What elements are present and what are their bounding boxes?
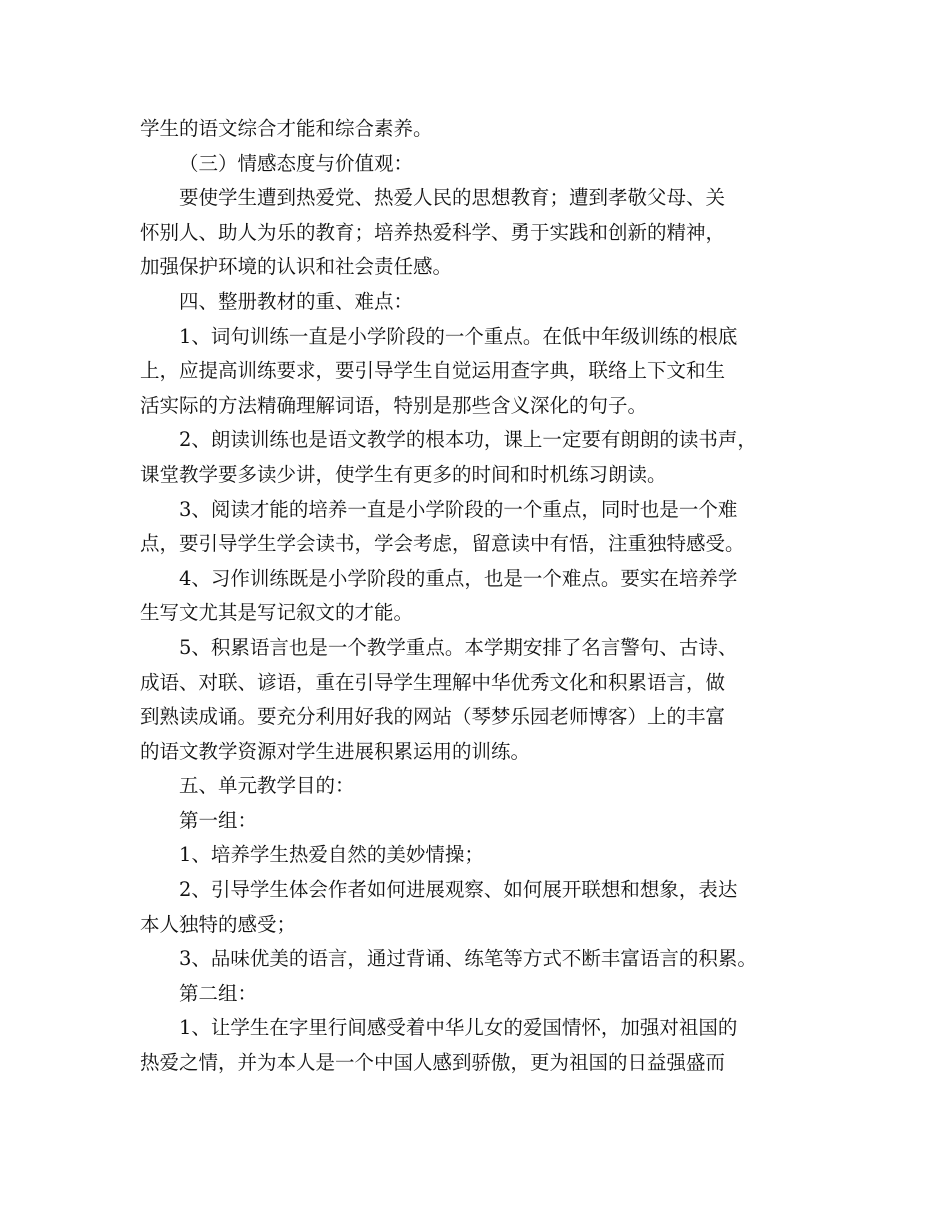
section-heading-unit-goals: 五、单元教学目的： — [179, 774, 355, 798]
text-line-13: 点，要引导学生学会读书，学会考虑，留意读中有悟，注重独特感受。 — [140, 532, 745, 556]
text-line-24: 本人独特的感受； — [140, 912, 297, 936]
text-line-12: 3、阅读才能的培养一直是小学阶段的一个重点，同时也是一个难 — [179, 497, 738, 521]
text-line-10: 2、朗读训练也是语文教学的根本功，课上一定要有朗朗的读书声， — [179, 428, 757, 452]
text-line-8: 上，应提高训练要求，要引导学生自觉运用查字典，联络上下文和生 — [140, 359, 726, 383]
text-line-22: 1、培养学生热爱自然的美妙情操； — [179, 843, 484, 867]
text-line-15: 生写文尤其是写记叙文的才能。 — [140, 601, 414, 625]
section-heading-emotion: （三）情感态度与价值观： — [179, 151, 414, 175]
group-heading-2: 第二组： — [179, 981, 258, 1005]
text-line-28: 热爱之情，并为本人是一个中国人感到骄傲，更为祖国的日益强盛而 — [140, 1051, 726, 1075]
text-line-9: 活实际的方法精确理解词语，特别是那些含义深化的句子。 — [140, 393, 648, 417]
document-page — [140, 112, 820, 1081]
section-heading-key-points: 四、整册教材的重、难点： — [179, 289, 414, 313]
text-line-19: 的语文教学资源对学生进展积累运用的训练。 — [140, 739, 531, 763]
text-line-27: 1、让学生在字里行间感受着中华儿女的爱国情怀，加强对祖国的 — [179, 1016, 738, 1040]
group-heading-1: 第一组： — [179, 808, 258, 832]
text-line-11: 课堂教学要多读少讲，使学生有更多的时间和时机练习朗读。 — [140, 462, 667, 486]
text-line-18: 到熟读成诵。要充分利用好我的网站（琴梦乐园老师博客）上的丰富 — [140, 705, 726, 729]
text-line-16: 5、积累语言也是一个教学重点。本学期安排了名言警句、古诗、 — [179, 635, 738, 659]
text-line-17: 成语、对联、谚语，重在引导学生理解中华优秀文化和积累语言，做 — [140, 670, 726, 694]
text-line-3: 要使学生遭到热爱党、热爱人民的思想教育；遭到孝敬父母、关 — [179, 186, 726, 210]
text-line-4: 怀别人、助人为乐的教育；培养热爱科学、勇于实践和创新的精神， — [140, 220, 726, 244]
text-line-23: 2、引导学生体会作者如何进展观察、如何展开联想和想象，表达 — [179, 878, 738, 902]
text-line-14: 4、习作训练既是小学阶段的重点，也是一个难点。要实在培养学 — [179, 566, 738, 590]
text-line-1: 学生的语文综合才能和综合素养。 — [140, 117, 433, 140]
text-line-5: 加强保护环境的认识和社会责任感。 — [140, 255, 453, 279]
text-line-7: 1、词句训练一直是小学阶段的一个重点。在低中年级训练的根底 — [179, 324, 738, 348]
text-line-25: 3、品味优美的语言，通过背诵、练笔等方式不断丰富语言的积累。 — [179, 947, 757, 971]
